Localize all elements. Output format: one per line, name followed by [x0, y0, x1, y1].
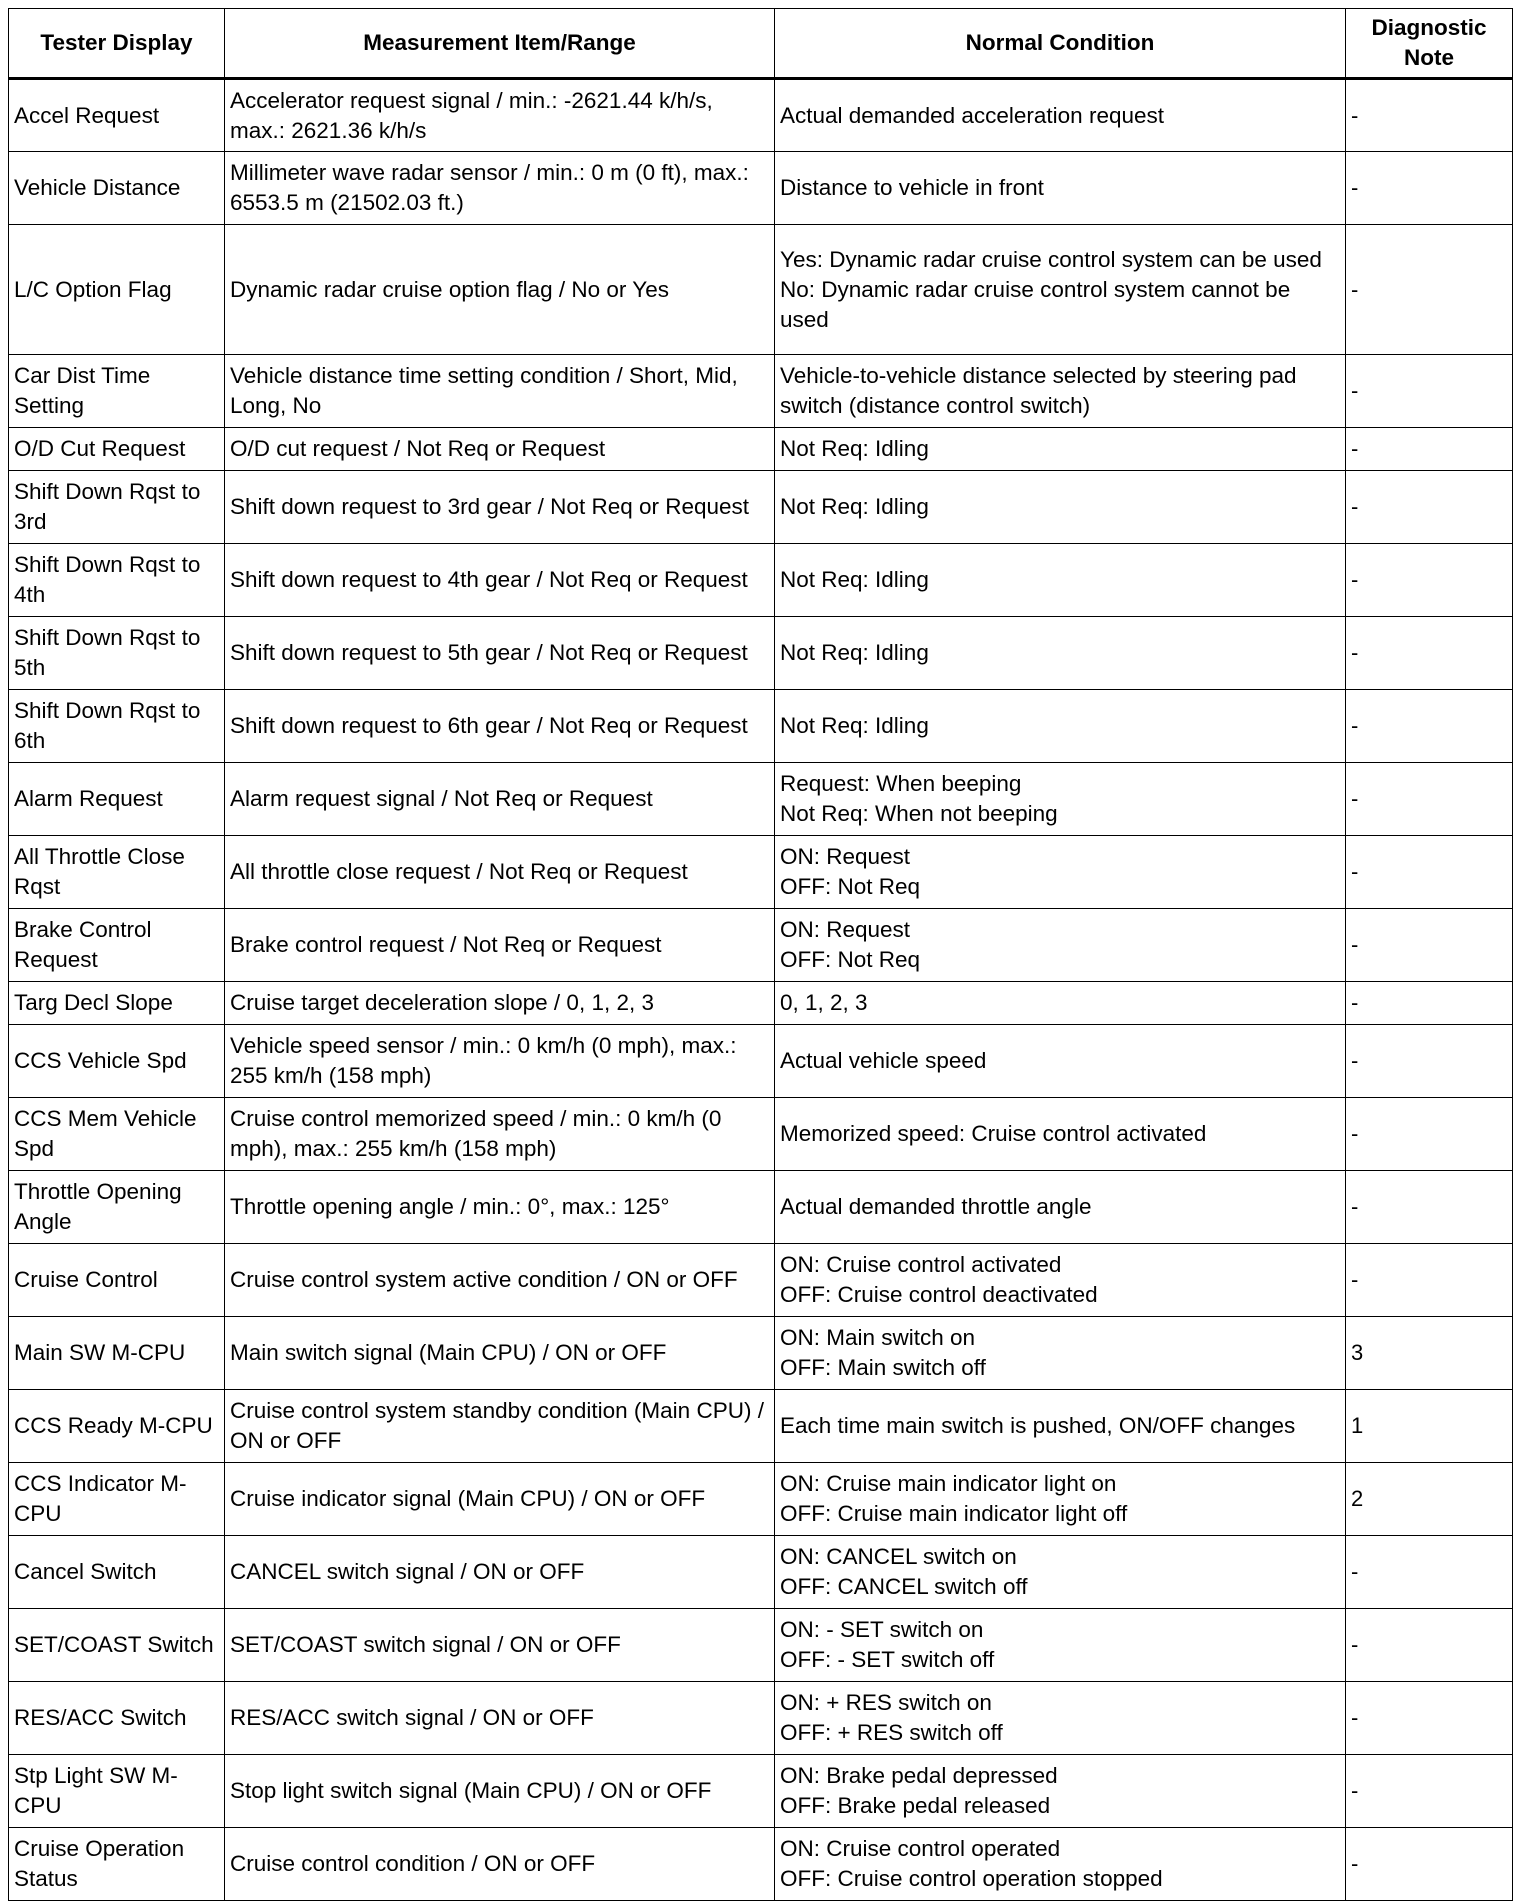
table-row: [9, 1755, 1513, 1828]
cell-tester-display: Brake Control Request: [9, 909, 225, 982]
cell-measurement-item: Stop light switch signal (Main CPU) / ON or OFF: [225, 1755, 775, 1828]
cell-tester-display: Shift Down Rqst to 5th: [9, 617, 225, 690]
cell-tester-display: Cancel Switch: [9, 1536, 225, 1609]
table-row: [9, 1098, 1513, 1171]
table-row: [9, 225, 1513, 355]
cell-tester-display: All Throttle Close Rqst: [9, 836, 225, 909]
cell-normal-condition: Not Req: Idling: [775, 471, 1346, 544]
cell-normal-condition: Actual demanded acceleration request: [775, 79, 1346, 152]
table-row: [9, 1536, 1513, 1609]
table-row: [9, 1244, 1513, 1317]
table-row: [9, 428, 1513, 471]
cell-measurement-item: CANCEL switch signal / ON or OFF: [225, 1536, 775, 1609]
cell-diagnostic-note: -: [1346, 355, 1513, 428]
cell-normal-condition: Memorized speed: Cruise control activated: [775, 1098, 1346, 1171]
cell-normal-condition: ON: Main switch on OFF: Main switch off: [775, 1317, 1346, 1390]
cell-tester-display: Shift Down Rqst to 6th: [9, 690, 225, 763]
cell-tester-display: Shift Down Rqst to 4th: [9, 544, 225, 617]
cell-measurement-item: Cruise indicator signal (Main CPU) / ON or OFF: [225, 1463, 775, 1536]
cell-measurement-item: Accelerator request signal / min.: -2621.44 k/h/s, max.: 2621.36 k/h/s: [225, 79, 775, 152]
cell-diagnostic-note: -: [1346, 1828, 1513, 1901]
cell-tester-display: CCS Ready M-CPU: [9, 1390, 225, 1463]
table-row: [9, 763, 1513, 836]
cell-tester-display: Accel Request: [9, 79, 225, 152]
cell-normal-condition: Actual demanded throttle angle: [775, 1171, 1346, 1244]
cell-diagnostic-note: -: [1346, 982, 1513, 1025]
cell-diagnostic-note: -: [1346, 909, 1513, 982]
cell-measurement-item: Cruise control memorized speed / min.: 0 km/h (0 mph), max.: 255 km/h (158 mph): [225, 1098, 775, 1171]
cell-diagnostic-note: -: [1346, 1244, 1513, 1317]
table-row: [9, 1171, 1513, 1244]
cell-tester-display: Throttle Opening Angle: [9, 1171, 225, 1244]
cell-diagnostic-note: -: [1346, 225, 1513, 355]
cell-measurement-item: Shift down request to 3rd gear / Not Req or Request: [225, 471, 775, 544]
cell-measurement-item: Brake control request / Not Req or Request: [225, 909, 775, 982]
cell-diagnostic-note: 3: [1346, 1317, 1513, 1390]
cell-diagnostic-note: -: [1346, 428, 1513, 471]
cell-normal-condition: Vehicle-to-vehicle distance selected by steering pad switch (distance control switch): [775, 355, 1346, 428]
cell-normal-condition: ON: Request OFF: Not Req: [775, 909, 1346, 982]
cell-normal-condition: Not Req: Idling: [775, 617, 1346, 690]
table-row: [9, 471, 1513, 544]
cell-tester-display: Main SW M-CPU: [9, 1317, 225, 1390]
cell-normal-condition: ON: - SET switch on OFF: - SET switch off: [775, 1609, 1346, 1682]
table-row: [9, 909, 1513, 982]
cell-diagnostic-note: -: [1346, 152, 1513, 225]
cell-measurement-item: All throttle close request / Not Req or Request: [225, 836, 775, 909]
header-tester-display: Tester Display: [9, 9, 225, 79]
table-row: [9, 79, 1513, 152]
cell-diagnostic-note: -: [1346, 763, 1513, 836]
cell-tester-display: Targ Decl Slope: [9, 982, 225, 1025]
table-row: [9, 1317, 1513, 1390]
cell-diagnostic-note: -: [1346, 1682, 1513, 1755]
cell-diagnostic-note: -: [1346, 1609, 1513, 1682]
cell-diagnostic-note: -: [1346, 1025, 1513, 1098]
cell-normal-condition: ON: Brake pedal depressed OFF: Brake pedal released: [775, 1755, 1346, 1828]
table-row: [9, 355, 1513, 428]
cell-measurement-item: O/D cut request / Not Req or Request: [225, 428, 775, 471]
cell-tester-display: Shift Down Rqst to 3rd: [9, 471, 225, 544]
cell-normal-condition: ON: + RES switch on OFF: + RES switch off: [775, 1682, 1346, 1755]
cell-normal-condition: Not Req: Idling: [775, 544, 1346, 617]
cell-diagnostic-note: -: [1346, 471, 1513, 544]
cell-diagnostic-note: -: [1346, 1755, 1513, 1828]
cell-measurement-item: Shift down request to 4th gear / Not Req or Request: [225, 544, 775, 617]
cell-measurement-item: RES/ACC switch signal / ON or OFF: [225, 1682, 775, 1755]
cell-normal-condition: Request: When beeping Not Req: When not beeping: [775, 763, 1346, 836]
cell-normal-condition: 0, 1, 2, 3: [775, 982, 1346, 1025]
table-row: [9, 836, 1513, 909]
cell-measurement-item: Vehicle speed sensor / min.: 0 km/h (0 mph), max.: 255 km/h (158 mph): [225, 1025, 775, 1098]
cell-measurement-item: Dynamic radar cruise option flag / No or Yes: [225, 225, 775, 355]
table-row: [9, 1390, 1513, 1463]
cell-diagnostic-note: -: [1346, 690, 1513, 763]
table-row: [9, 544, 1513, 617]
table-row: [9, 617, 1513, 690]
cell-diagnostic-note: 1: [1346, 1390, 1513, 1463]
cell-tester-display: CCS Mem Vehicle Spd: [9, 1098, 225, 1171]
cell-diagnostic-note: -: [1346, 617, 1513, 690]
cell-measurement-item: Shift down request to 6th gear / Not Req or Request: [225, 690, 775, 763]
cell-diagnostic-note: -: [1346, 1536, 1513, 1609]
cell-tester-display: Car Dist Time Setting: [9, 355, 225, 428]
cell-normal-condition: ON: Request OFF: Not Req: [775, 836, 1346, 909]
table-row: [9, 1025, 1513, 1098]
table-row: [9, 1609, 1513, 1682]
cell-normal-condition: ON: CANCEL switch on OFF: CANCEL switch off: [775, 1536, 1346, 1609]
cell-normal-condition: ON: Cruise control operated OFF: Cruise control operation stopped: [775, 1828, 1346, 1901]
cell-tester-display: RES/ACC Switch: [9, 1682, 225, 1755]
cell-measurement-item: SET/COAST switch signal / ON or OFF: [225, 1609, 775, 1682]
cell-normal-condition: Not Req: Idling: [775, 690, 1346, 763]
cell-normal-condition: Not Req: Idling: [775, 428, 1346, 471]
cell-tester-display: CCS Vehicle Spd: [9, 1025, 225, 1098]
table-row: [9, 1682, 1513, 1755]
header-diagnostic-note: Diagnostic Note: [1346, 9, 1513, 79]
cell-tester-display: Stp Light SW M-CPU: [9, 1755, 225, 1828]
cell-measurement-item: Millimeter wave radar sensor / min.: 0 m (0 ft), max.: 6553.5 m (21502.03 ft.): [225, 152, 775, 225]
cell-diagnostic-note: -: [1346, 1098, 1513, 1171]
cell-diagnostic-note: 2: [1346, 1463, 1513, 1536]
cell-measurement-item: Main switch signal (Main CPU) / ON or OFF: [225, 1317, 775, 1390]
cell-diagnostic-note: -: [1346, 544, 1513, 617]
cell-measurement-item: Cruise control system active condition / ON or OFF: [225, 1244, 775, 1317]
cell-diagnostic-note: -: [1346, 836, 1513, 909]
cell-tester-display: Cruise Control: [9, 1244, 225, 1317]
table-row: [9, 982, 1513, 1025]
table-row: [9, 1463, 1513, 1536]
table-row: [9, 690, 1513, 763]
cell-normal-condition: ON: Cruise main indicator light on OFF: Cruise main indicator light off: [775, 1463, 1346, 1536]
cell-tester-display: Cruise Operation Status: [9, 1828, 225, 1901]
cell-tester-display: L/C Option Flag: [9, 225, 225, 355]
cell-normal-condition: Actual vehicle speed: [775, 1025, 1346, 1098]
cell-normal-condition: Yes: Dynamic radar cruise control system can be used No: Dynamic radar cruise control system cannot be used: [775, 225, 1346, 355]
header-normal-condition: Normal Condition: [775, 9, 1346, 79]
cell-tester-display: Vehicle Distance: [9, 152, 225, 225]
cell-diagnostic-note: -: [1346, 79, 1513, 152]
table-row: [9, 1828, 1513, 1901]
cell-normal-condition: Distance to vehicle in front: [775, 152, 1346, 225]
table-row: [9, 152, 1513, 225]
cell-tester-display: CCS Indicator M-CPU: [9, 1463, 225, 1536]
cell-tester-display: O/D Cut Request: [9, 428, 225, 471]
header-row: [9, 9, 1513, 79]
cell-tester-display: SET/COAST Switch: [9, 1609, 225, 1682]
data-monitor-table: [8, 8, 1513, 1901]
cell-measurement-item: Vehicle distance time setting condition / Short, Mid, Long, No: [225, 355, 775, 428]
cell-measurement-item: Alarm request signal / Not Req or Request: [225, 763, 775, 836]
cell-measurement-item: Cruise control condition / ON or OFF: [225, 1828, 775, 1901]
cell-diagnostic-note: -: [1346, 1171, 1513, 1244]
cell-measurement-item: Cruise control system standby condition (Main CPU) / ON or OFF: [225, 1390, 775, 1463]
cell-normal-condition: Each time main switch is pushed, ON/OFF changes: [775, 1390, 1346, 1463]
header-measurement-item: Measurement Item/Range: [225, 9, 775, 79]
cell-normal-condition: ON: Cruise control activated OFF: Cruise control deactivated: [775, 1244, 1346, 1317]
cell-measurement-item: Shift down request to 5th gear / Not Req or Request: [225, 617, 775, 690]
cell-measurement-item: Cruise target deceleration slope / 0, 1, 2, 3: [225, 982, 775, 1025]
cell-tester-display: Alarm Request: [9, 763, 225, 836]
cell-measurement-item: Throttle opening angle / min.: 0°, max.: 125°: [225, 1171, 775, 1244]
